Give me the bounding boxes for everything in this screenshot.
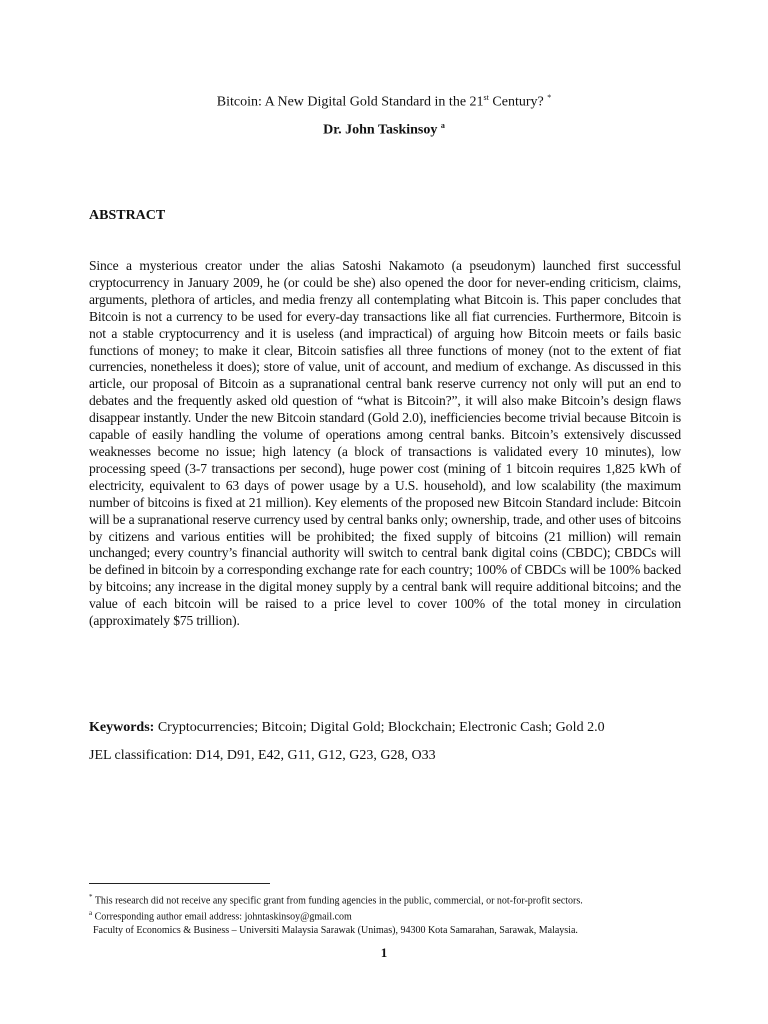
keywords-line bbox=[89, 720, 605, 736]
page-number: 1 bbox=[380, 945, 388, 960]
author-line bbox=[0, 121, 768, 139]
author-footnote-mark: a bbox=[440, 121, 445, 130]
title-text: Bitcoin: A New Digital Gold Standard in the 21 bbox=[216, 94, 484, 110]
paper-title bbox=[0, 93, 768, 111]
footnotes bbox=[89, 891, 689, 937]
jel-classification: JEL classification: D14, D91, E42, G11, G12, G23, G28, O33 bbox=[89, 748, 436, 763]
title-text-end: Century? bbox=[488, 94, 544, 110]
keywords-list: Cryptocurrencies; Bitcoin; Digital Gold; Blockchain; Electronic Cash; Gold 2.0 bbox=[157, 720, 605, 735]
footnote-author bbox=[89, 907, 689, 923]
footnote-a-mark: a bbox=[89, 909, 93, 918]
keywords-label: Keywords: bbox=[89, 720, 155, 735]
abstract-heading: ABSTRACT bbox=[89, 208, 166, 223]
footnote-funding bbox=[89, 891, 689, 907]
footnote-star-mark: * bbox=[89, 893, 93, 901]
footnote-funding-text: This research did not receive any specific grant from funding agencies in the public, commercial, or not-for-profit sectors. bbox=[94, 895, 583, 907]
footnote-author-text: Corresponding author email address: johntaskinsoy@gmail.com bbox=[94, 911, 352, 923]
title-ordinal-suffix: st bbox=[483, 93, 489, 102]
author-name: Dr. John Taskinsoy bbox=[323, 122, 438, 138]
abstract-body: Since a mysterious creator under the alias Satoshi Nakamoto (a pseudonym) launched first successful cryptocurrency in January 2009, he (or could be she) also opened the door for never-ending criticism, claims, arguments, plethora of articles, and media frenzy all contemplating what Bitcoin is. This paper concludes that Bitcoin is not a currency to be used for every-day transactions like all fiat currencies. Furthermore, Bitcoin is not a stable cryptocurrency and it is useless (and impractical) of arguing how Bitcoin meets or fails basic functions of money; to make it clear, Bitcoin satisfies all three functions of money (not to the extent of fiat currencies, nonetheless it does); store of value, unit of account, and medium of exchange. As discussed in this article, our proposal of Bitcoin as a supranational central bank reserve currency not only will put an end to debates and the frequently asked old question of “what is Bitcoin?”, it will also make Bitcoin’s design flaws disappear instantly. Under the new Bitcoin standard (Gold 2.0), inefficiencies become trivial because Bitcoin is capable of easily handling the volume of operations among central banks. Bitcoin’s extensively discussed weaknesses become no issue; high latency (a block of transactions is validated every 10 minutes), low processing speed (3-7 transactions per second), huge power cost (mining of 1 bitcoin requires 1,825 kWh of electricity, equivalent to 63 days of power usage by a U.S. household), and low scalability (the maximum number of bitcoins is fixed at 21 million). Key elements of the proposed new Bitcoin Standard include: Bitcoin will be a supranational reserve currency used by central banks only; ownership, trade, and other uses of bitcoins by citizens and various entities will be prohibited; the fixed supply of bitcoins (21 million) will remain unchanged; every country’s financial authority will switch to central bank digital coins (CBDC); CBDCs will be defined in bitcoin by a corresponding exchange rate for each country; 100% of CBDCs will be 100% backed by bitcoins; any increase in the digital money supply by a central bank will require additional bitcoins; and the value of each bitcoin will be raised to a price level to cover 100% of the total money in circulation (approximately $75 trillion). bbox=[89, 258, 681, 629]
footnote-affiliation: Faculty of Economics & Business – Universiti Malaysia Sarawak (Unimas), 94300 Kota Samarahan, Sarawak, Malaysia. bbox=[93, 924, 578, 936]
footnote-separator bbox=[89, 883, 270, 884]
title-footnote-mark: * bbox=[547, 93, 552, 102]
